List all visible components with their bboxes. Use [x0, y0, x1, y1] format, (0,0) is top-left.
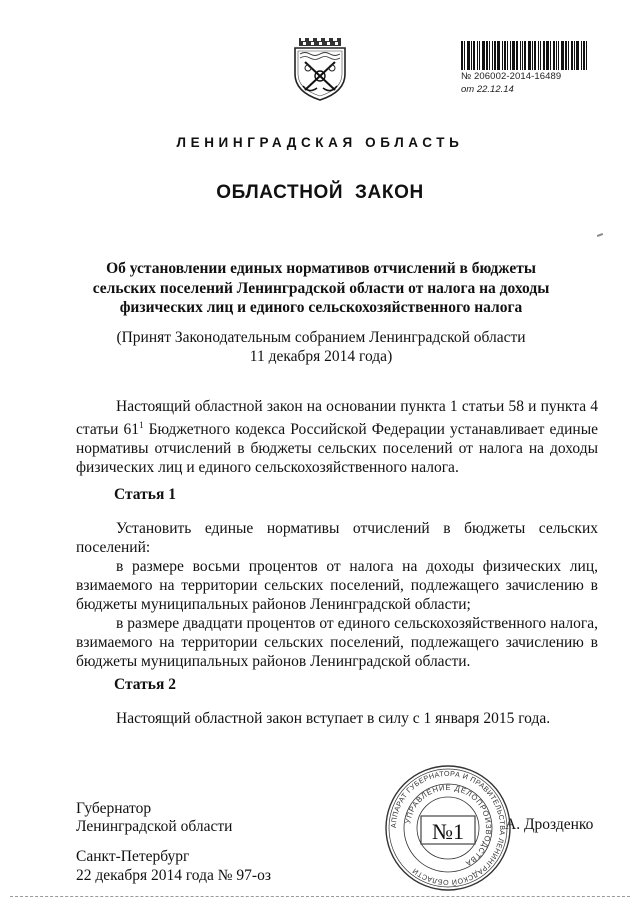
signatory-name: А. Дрозденко: [505, 816, 594, 833]
stamp-inner-text: УПРАВЛЕНИЕ ДЕЛОПРОИЗВОДСТВА: [403, 782, 494, 869]
barcode: [461, 41, 592, 70]
signing-city: Санкт-Петербург: [76, 848, 190, 865]
scan-mark: [597, 233, 603, 237]
coat-of-arms-emblem: [291, 30, 349, 102]
adoption-note: [76, 328, 566, 366]
footnote-superscript: 1: [139, 420, 144, 430]
stamp-number: №1: [432, 819, 464, 844]
article-1-heading: Статья 1: [114, 486, 176, 503]
article-2-text: Настоящий областной закон вступает в силу с 1 января 2015 года.: [116, 710, 551, 727]
signatory-region: Ленинградской области: [76, 818, 233, 835]
law-title: ОБЛАСТНОЙ ЗАКОН: [216, 182, 424, 203]
signatory-position: Губернатор: [76, 800, 152, 817]
registration-date: от 22.12.14: [461, 84, 514, 95]
article-1-item-2: в размере двадцати процентов от единого сельскохозяйственного налога, взимаемого на территории сельских поселений, подлежащего зачислению в бюджеты муниципальных районов Ленинградской области.: [76, 615, 598, 670]
preamble-text: Настоящий областной закон на основании пункта 1 статьи 58 и пункта 4 статьи 61: [76, 398, 598, 439]
preamble-text-cont: Бюджетного кодекса Российской Федерации устанавливает единые нормативы отчислений в бюджеты сельских поселений от налога на доходы физических лиц и единого сельскохозяйственного налога.: [76, 421, 598, 477]
subject-line: Об установлении единых нормативов отчислений в бюджеты: [106, 260, 536, 277]
adoption-line: (Принят Законодательным собранием Ленинградской области: [116, 329, 526, 346]
article-2-heading: Статья 2: [114, 676, 176, 693]
page-bottom-line: [10, 896, 630, 897]
subject-line: сельских поселений Ленинградской области от налога на доходы: [92, 279, 550, 297]
subject-line: физических лиц и единого сельскохозяйственного налога: [119, 299, 523, 316]
signing-date-number: 22 декабря 2014 года № 97-оз: [76, 867, 271, 884]
preamble-paragraph: [76, 397, 598, 477]
article-1-item-1: в размере восьми процентов от налога на доходы физических лиц, взимаемого на территории сельских поселений, подлежащего зачислению в бюджеты муниципальных районов Ленинградской области;: [76, 558, 598, 613]
article-1-intro: Установить единые нормативы отчислений в бюджеты сельских поселений:: [76, 520, 598, 556]
registration-number: № 206002-2014-16489: [461, 71, 562, 82]
law-subject: [76, 259, 566, 318]
region-title: ЛЕНИНГРАДСКАЯ ОБЛАСТЬ: [176, 135, 464, 150]
stamp-outer-text: АППАРАТ ГУБЕРНАТОРА И ПРАВИТЕЛЬСТВА ЛЕНИНГРАДСКОЙ ОБЛАСТИ: [388, 768, 508, 888]
adoption-line: 11 декабря 2014 года): [249, 348, 393, 365]
